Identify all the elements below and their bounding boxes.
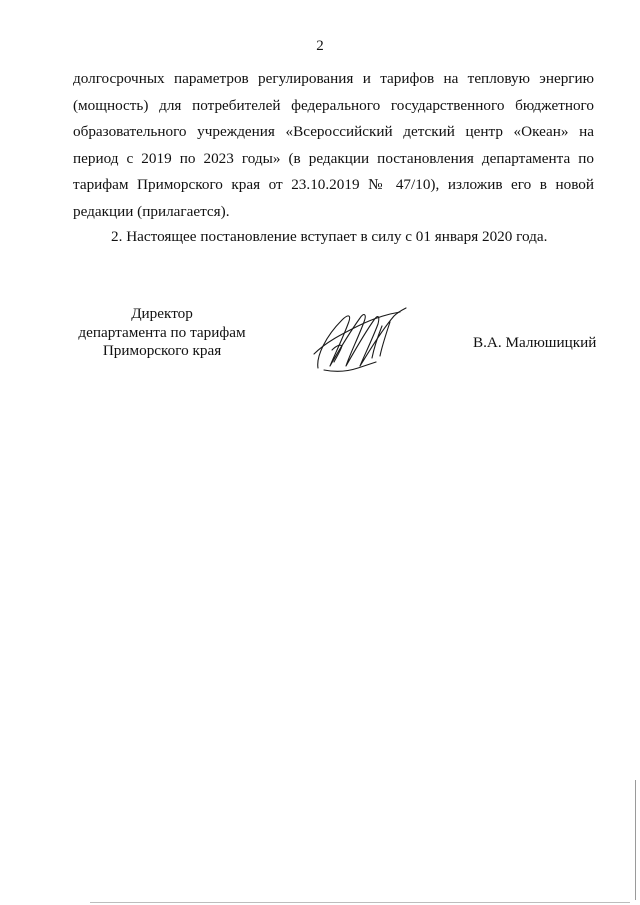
paragraph-line: (мощность) для потребителей федерального государственного бюджетного — [73, 96, 594, 114]
paragraph-line: образовательного учреждения «Всероссийский детский центр «Океан» на — [73, 123, 594, 141]
handwritten-signature-icon — [312, 306, 410, 374]
signatory-title-line: департамента по тарифам — [78, 323, 246, 341]
paragraph-line: тарифам Приморского края от 23.10.2019 № 47/10), изложив его в новой — [73, 176, 594, 194]
scan-edge-line — [635, 780, 636, 900]
paragraph-line: редакции (прилагается). — [73, 202, 230, 220]
signatory-title-line: Приморского края — [102, 342, 222, 359]
scan-bottom-line — [90, 902, 630, 903]
page-number: 2 — [316, 38, 324, 54]
paragraph-continuation — [73, 66, 594, 226]
paragraph-line: период с 2019 по 2023 годы» (в редакции постановления департамента по — [73, 149, 594, 167]
paragraph-effective-date: 2. Настоящее постановление вступает в силу с 01 января 2020 года. — [111, 228, 548, 245]
signatory-name: В.А. Малюшицкий — [473, 334, 597, 351]
signatory-title — [64, 305, 260, 361]
signatory-title-line: Директор — [131, 305, 193, 322]
paragraph-line: долгосрочных параметров регулирования и тарифов на тепловую энергию — [73, 70, 594, 87]
